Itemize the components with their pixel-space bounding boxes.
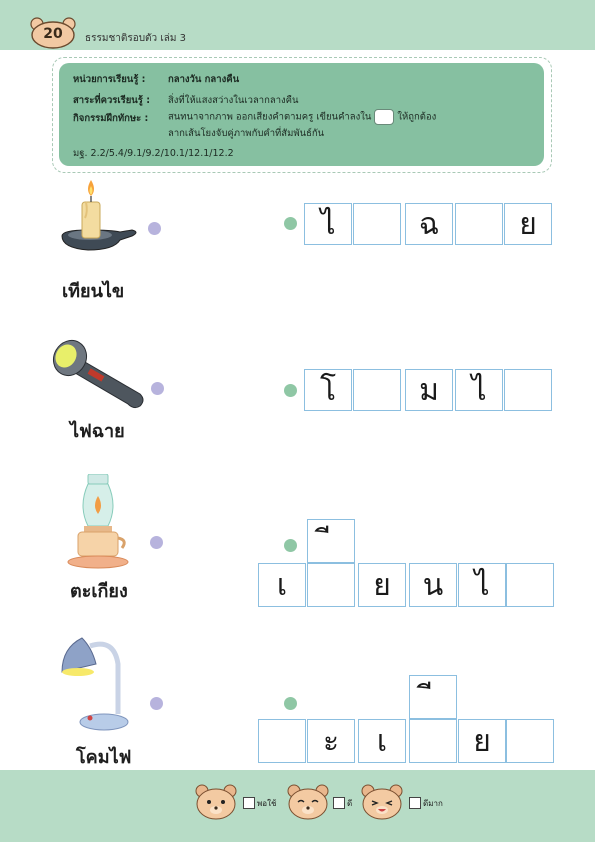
letter-cell[interactable]: โ xyxy=(304,369,352,411)
bear-face-smile-icon xyxy=(286,783,330,821)
label-candle: เทียนไข xyxy=(62,281,125,302)
match-dot-right-2[interactable] xyxy=(284,384,297,397)
book-title: ธรรมชาติรอบตัว เล่ม 3 xyxy=(85,33,187,44)
letter-cell[interactable] xyxy=(353,203,401,245)
letter-cell[interactable]: เ xyxy=(358,719,406,763)
content-label: สาระที่ควรเรียนรู้ : xyxy=(73,95,151,106)
rating-label-good: ดี xyxy=(347,799,353,808)
desk-lamp-icon xyxy=(56,634,132,734)
oil-lamp-icon xyxy=(66,474,130,570)
content-value: สิ่งที่ให้แสงสว่างในเวลากลางคืน xyxy=(168,95,299,106)
letter-cell[interactable]: ย xyxy=(358,563,406,607)
vowel-cell[interactable] xyxy=(409,675,457,719)
match-dot-left-2[interactable] xyxy=(151,382,164,395)
match-dot-left-4[interactable] xyxy=(150,697,163,710)
activity-text-a: สนทนาจากภาพ ออกเสียงคำตามครู เขียนคำลงใน xyxy=(168,111,372,123)
activity-line-2: ลากเส้นโยงจับคู่ภาพกับคำที่สัมพันธ์กัน xyxy=(168,128,325,139)
match-dot-right-1[interactable] xyxy=(284,217,297,230)
unit-label: หน่วยการเรียนรู้ : xyxy=(73,74,146,85)
match-dot-right-4[interactable] xyxy=(284,697,297,710)
letter-cell[interactable]: ไ xyxy=(304,203,352,245)
letter-cell[interactable]: น xyxy=(409,563,457,607)
letter-cell[interactable] xyxy=(506,563,554,607)
activity-line-1 xyxy=(168,109,436,125)
rating-checkbox-good[interactable] xyxy=(333,797,345,809)
activity-label: กิจกรรมฝึกทักษะ : xyxy=(73,113,149,124)
match-dot-left-3[interactable] xyxy=(150,536,163,549)
match-dot-right-3[interactable] xyxy=(284,539,297,552)
standards: มฐ. 2.2/5.4/9.1/9.2/10.1/12.1/12.2 xyxy=(73,148,234,159)
letter-cell[interactable] xyxy=(455,203,503,245)
page-number: 20 xyxy=(43,26,63,42)
letter-cell[interactable]: ม xyxy=(405,369,453,411)
bear-face-icon xyxy=(194,783,238,821)
match-dot-left-1[interactable] xyxy=(148,222,161,235)
letter-cell[interactable]: ย xyxy=(504,203,552,245)
rating-checkbox-excellent[interactable] xyxy=(409,797,421,809)
letter-cell[interactable] xyxy=(307,563,355,607)
flashlight-icon xyxy=(52,336,148,410)
answer-box-icon xyxy=(374,109,394,125)
letter-cell[interactable] xyxy=(506,719,554,763)
letter-cell[interactable] xyxy=(409,719,457,763)
activity-text-b: ให้ถูกต้อง xyxy=(397,111,437,123)
letter-cell[interactable]: เ xyxy=(258,563,306,607)
rating-label-fair: พอใช้ xyxy=(257,799,277,808)
bear-face-laugh-icon xyxy=(360,783,404,821)
rating-label-excellent: ดีมาก xyxy=(423,799,443,808)
label-desk-lamp: โคมไฟ xyxy=(76,747,132,768)
letter-cell[interactable] xyxy=(353,369,401,411)
letter-cell[interactable]: ฉ xyxy=(405,203,453,245)
letter-cell[interactable]: ไ xyxy=(455,369,503,411)
rating-checkbox-fair[interactable] xyxy=(243,797,255,809)
unit-value: กลางวัน กลางคืน xyxy=(168,74,240,85)
letter-cell[interactable]: ะ xyxy=(307,719,355,763)
letter-cell[interactable] xyxy=(504,369,552,411)
vowel-cell[interactable] xyxy=(307,519,355,563)
label-flashlight: ไฟฉาย xyxy=(70,421,125,442)
candle-icon xyxy=(58,178,142,258)
letter-cell[interactable]: ย xyxy=(458,719,506,763)
label-oil-lamp: ตะเกียง xyxy=(70,581,128,602)
letter-cell[interactable]: ไ xyxy=(458,563,506,607)
letter-cell[interactable] xyxy=(258,719,306,763)
